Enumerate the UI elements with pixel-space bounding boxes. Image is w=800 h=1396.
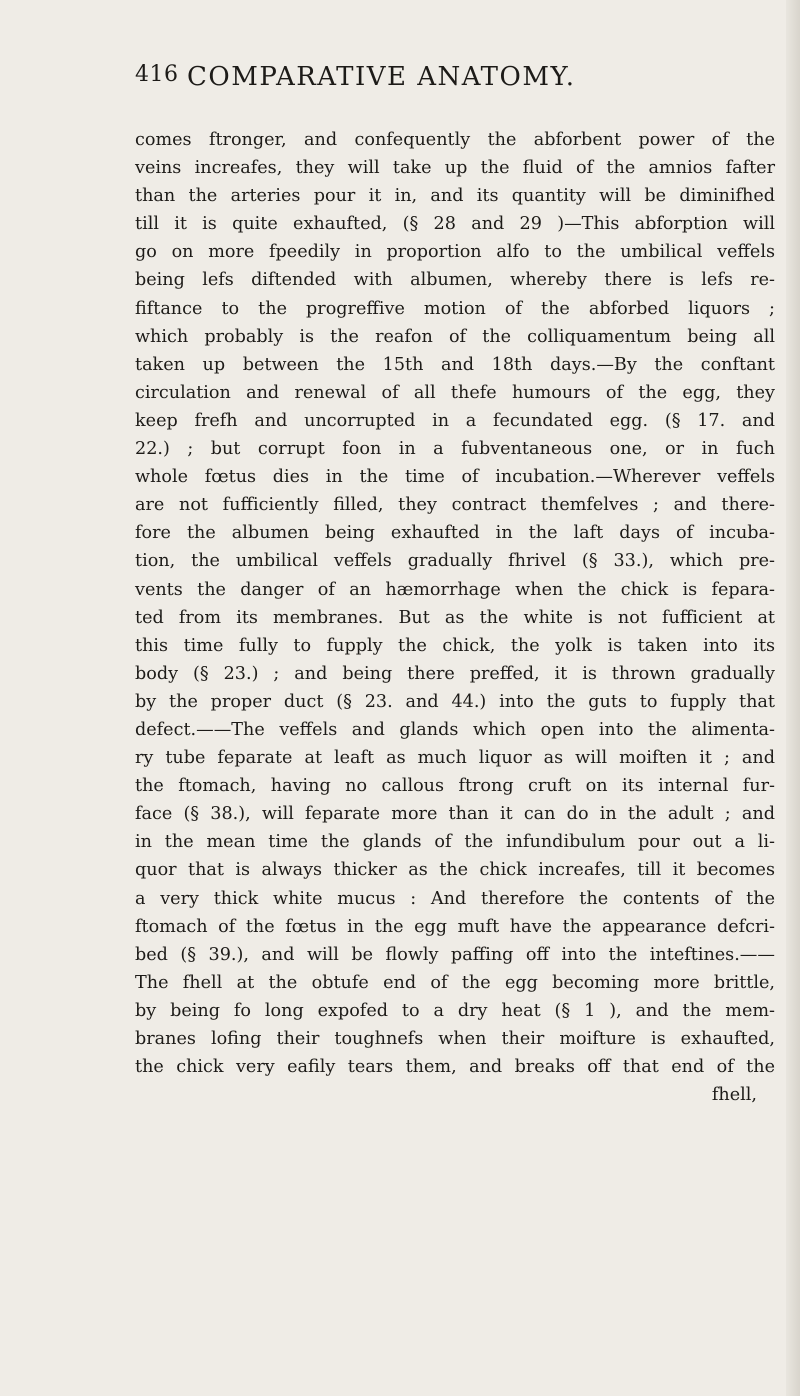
- page-number: 416: [135, 62, 179, 87]
- text-line: which probably is the reafon of the colliquamentum being all: [135, 326, 775, 347]
- text-line: being lefs diftended with albumen, whereby there is lefs re-: [135, 270, 775, 291]
- text-line: vents the danger of an hæmorrhage when the chick is fepara-: [135, 579, 775, 600]
- text-line: fiftance to the progreffive motion of the abforbed liquors ;: [135, 298, 775, 319]
- text-line: keep frefh and uncorrupted in a fecundated egg. (§ 17. and: [135, 410, 775, 431]
- text-line: circulation and renewal of all thefe humours of the egg, they: [135, 382, 775, 403]
- text-line: the ftomach, having no callous ftrong cruft on its internal fur-: [135, 776, 775, 797]
- text-line: fore the albumen being exhaufted in the laft days of incuba-: [135, 523, 775, 544]
- text-line: The fhell at the obtufe end of the egg becoming more brittle,: [135, 972, 775, 993]
- page-edge: [786, 0, 800, 1396]
- text-line: whole fœtus dies in the time of incubation.—Wherever veffels: [135, 467, 775, 488]
- text-line: 22.) ; but corrupt foon in a fubventaneous one, or in fuch: [135, 439, 775, 460]
- text-line-catchword: fhell,: [711, 1085, 757, 1106]
- text-line: by the proper duct (§ 23. and 44.) into the guts to fupply that: [135, 691, 775, 712]
- text-line: are not fufficiently filled, they contract themfelves ; and there-: [135, 495, 775, 516]
- page-header: [135, 62, 735, 102]
- text-line: than the arteries pour it in, and its quantity will be diminifhed: [135, 186, 775, 207]
- text-line: go on more fpeedily in proportion alfo to the umbilical veffels: [135, 242, 775, 263]
- text-line: body (§ 23.) ; and being there preffed, it is thrown gradually: [135, 663, 775, 684]
- text-line: ry tube feparate at leaft as much liquor as will moiften it ; and: [135, 748, 775, 769]
- body-text: [135, 126, 775, 1109]
- text-line: ted from its membranes. But as the white is not fufficient at: [135, 607, 775, 628]
- text-line: by being fo long expofed to a dry heat (§ 1 ), and the mem-: [135, 1000, 775, 1021]
- text-line: bed (§ 39.), and will be flowly paffing off into the inteftines.——: [135, 944, 775, 965]
- text-line: this time fully to fupply the chick, the yolk is taken into its: [135, 635, 775, 656]
- text-line: defect.——The veffels and glands which open into the alimenta-: [135, 719, 775, 740]
- text-line: ftomach of the fœtus in the egg muft have the appearance defcri-: [135, 916, 775, 937]
- text-line: a very thick white mucus : And therefore the contents of the: [135, 888, 775, 909]
- text-line: comes ftronger, and confequently the abforbent power of the: [135, 130, 775, 150]
- text-line: quor that is always thicker as the chick increafes, till it becomes: [135, 860, 775, 881]
- text-line: branes lofing their toughnefs when their moifture is exhaufted,: [135, 1029, 775, 1049]
- text-line: tion, the umbilical veffels gradually fhrivel (§ 33.), which pre-: [135, 551, 775, 572]
- text-line: veins increafes, they will take up the fluid of the amnios fafter: [135, 158, 775, 179]
- text-line: till it is quite exhaufted, (§ 28 and 29 )—This abforption will: [135, 214, 775, 235]
- text-line: taken up between the 15th and 18th days.—By the conftant: [135, 354, 775, 375]
- text-line: in the mean time the glands of the infundibulum pour out a li-: [135, 832, 775, 853]
- running-head: COMPARATIVE ANATOMY.: [187, 62, 576, 92]
- text-line: face (§ 38.), will feparate more than it can do in the adult ; and: [135, 804, 775, 825]
- text-line: the chick very eafily tears them, and breaks off that end of the: [135, 1057, 775, 1078]
